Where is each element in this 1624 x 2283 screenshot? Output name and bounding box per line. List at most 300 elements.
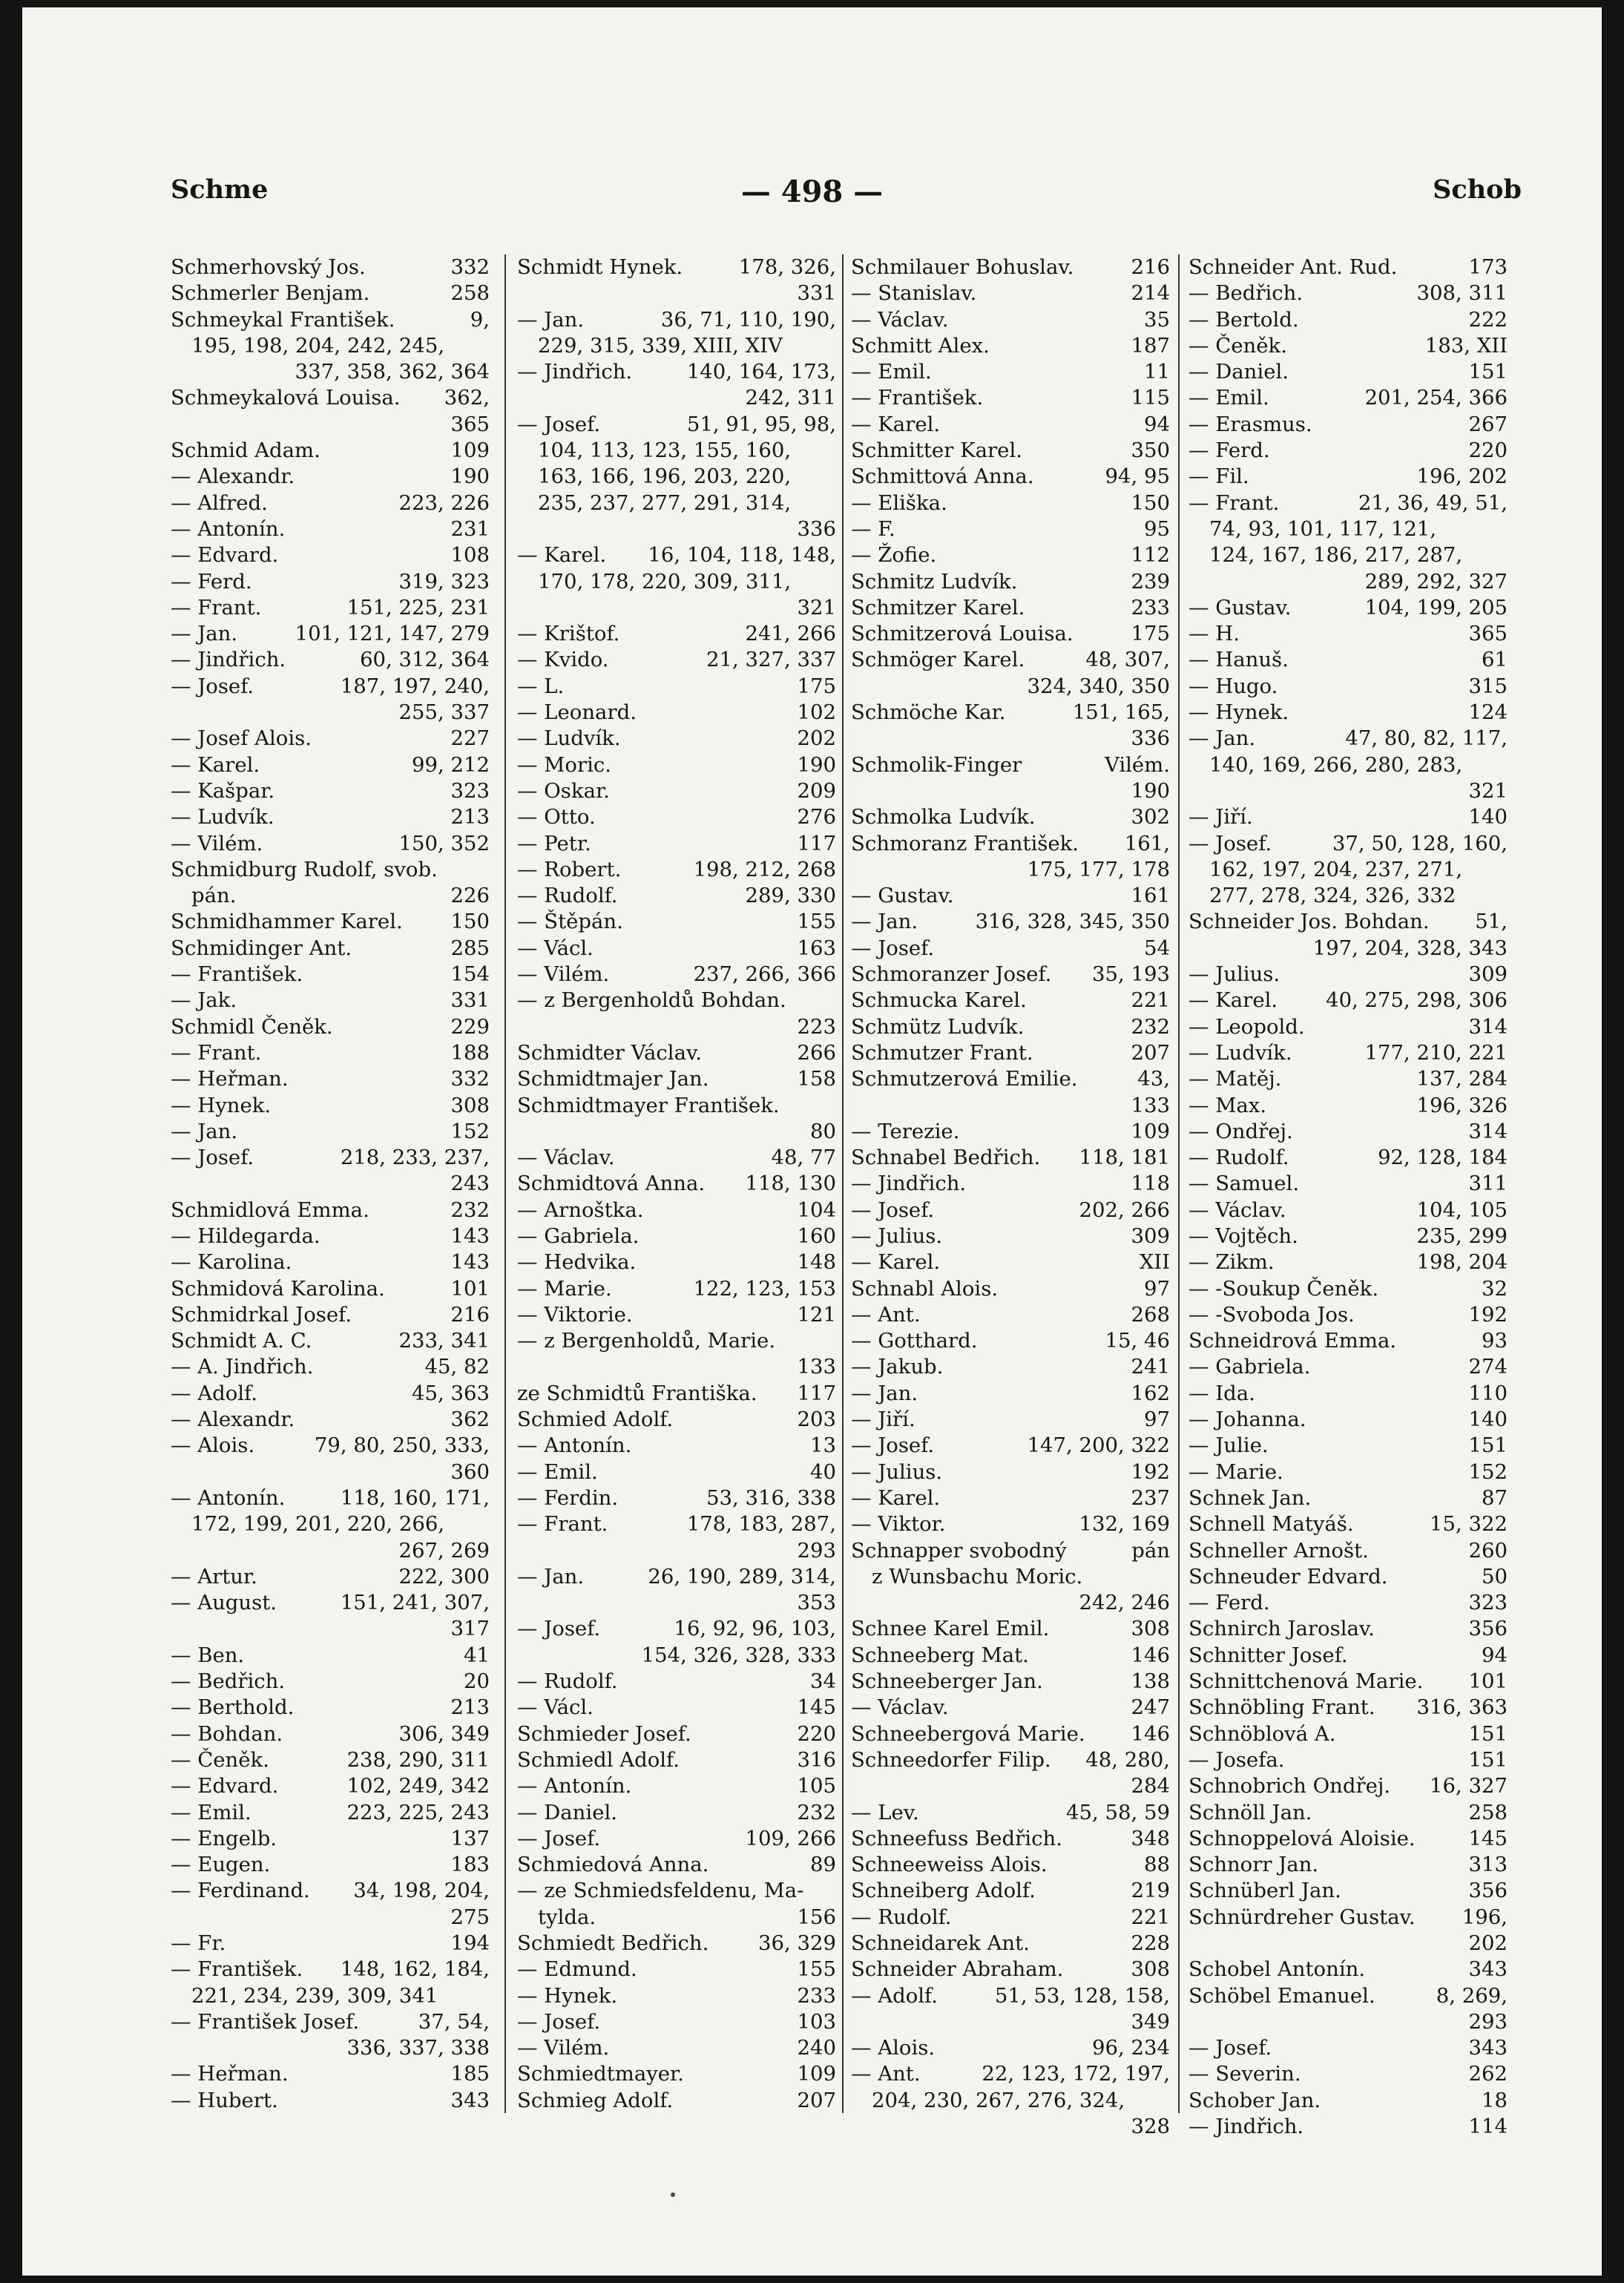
entry-pages: 37, 50, 128, 160, — [1332, 831, 1508, 855]
entry-name: — Edvard. — [171, 543, 279, 568]
index-entry — [851, 359, 1170, 385]
index-entry — [171, 2035, 490, 2061]
entry-pages: 284 — [1131, 1774, 1170, 1799]
entry-name: — Berthold. — [171, 1695, 295, 1720]
entry-pages: 95 — [1144, 516, 1170, 541]
entry-name: Schneidarek Ant. — [851, 1931, 1030, 1955]
index-entry — [851, 831, 1170, 857]
entry-name: Schneeberg Mat. — [851, 1643, 1029, 1667]
entry-pages: 8, 269, — [1436, 1983, 1508, 2008]
entry-name: — Josef. — [171, 674, 254, 698]
entry-pages: 308 — [450, 1093, 490, 1117]
index-entry — [1189, 1485, 1508, 1511]
index-entry — [517, 1328, 836, 1354]
entry-pages: 94, 95 — [1105, 464, 1170, 489]
entry-name: — Marie. — [517, 1276, 612, 1301]
entry-pages: 350 — [1131, 438, 1170, 463]
entry-pages: 48, 307, — [1085, 648, 1170, 672]
column-rule — [842, 254, 844, 2113]
index-entry — [171, 674, 490, 700]
index-entry — [851, 621, 1170, 647]
entry-name: — Ida. — [1189, 1381, 1255, 1405]
index-entry — [1189, 595, 1508, 621]
entry-name: — Jindřich. — [171, 648, 286, 672]
entry-pages: 258 — [1468, 1800, 1508, 1824]
entry-pages: 94 — [1482, 1643, 1508, 1667]
index-entry — [851, 1433, 1170, 1459]
entry-name: — Žofie. — [851, 543, 937, 568]
entry-name: — Fil. — [1189, 464, 1249, 489]
entry-pages: 87 — [1482, 1485, 1508, 1510]
index-entry — [1189, 988, 1508, 1014]
index-entry — [1189, 857, 1508, 883]
entry-pages: 213 — [450, 1695, 490, 1720]
index-entry — [517, 1171, 836, 1197]
index-entry — [517, 778, 836, 804]
entry-pages: 221 — [1131, 988, 1170, 1013]
index-entry — [851, 1800, 1170, 1826]
index-entry — [851, 674, 1170, 700]
entry-name: Schnöblová A. — [1189, 1721, 1336, 1746]
entry-pages: 232 — [797, 1800, 836, 1824]
entry-name: — Moric. — [517, 752, 612, 777]
entry-name: Schmöche Kar. — [851, 700, 1006, 725]
index-entry — [517, 1669, 836, 1695]
entry-pages: 26, 190, 289, 314, — [648, 1564, 836, 1589]
entry-name: — Stanislav. — [851, 281, 977, 306]
index-entry — [517, 1538, 836, 1564]
index-entry — [517, 1957, 836, 1983]
entry-name: Schmitz Ludvík. — [851, 569, 1018, 594]
entry-pages: 243 — [450, 1172, 490, 1196]
entry-name: — Eugen. — [171, 1853, 271, 1877]
entry-pages: 102, 249, 342 — [346, 1774, 490, 1799]
index-entry — [171, 542, 490, 568]
entry-pages: 118 — [1131, 1172, 1170, 1196]
index-entry — [851, 1773, 1170, 1799]
entry-pages: 231 — [450, 516, 490, 541]
entry-name: Schmolik-Finger — [851, 752, 1022, 777]
entry-pages: 80 — [810, 1119, 836, 1143]
entry-pages: 151, 241, 307, — [340, 1591, 490, 1615]
index-entry — [1189, 1276, 1508, 1302]
index-entry — [517, 2088, 836, 2114]
entry-pages: 143 — [450, 1223, 490, 1248]
entry-pages: 240 — [797, 2036, 836, 2060]
entry-pages: 255, 337 — [398, 700, 490, 725]
entry-name: — Ant. — [851, 1302, 921, 1327]
index-entry — [171, 909, 490, 935]
entry-name: — August. — [171, 1591, 277, 1615]
index-entry — [171, 1433, 490, 1459]
index-entry — [1189, 804, 1508, 830]
entry-pages: 198, 212, 268 — [693, 857, 836, 881]
index-entry — [851, 1957, 1170, 1983]
entry-name: — Severin. — [1189, 2062, 1301, 2086]
entry-pages: 110 — [1468, 1381, 1508, 1405]
entry-pages: 112 — [1131, 543, 1170, 568]
index-entry — [171, 1198, 490, 1223]
entry-name: — Josef. — [851, 936, 935, 960]
entry-pages: 332 — [450, 255, 490, 279]
entry-pages: pán — [1131, 1538, 1170, 1563]
entry-pages: 183, XII — [1424, 333, 1508, 358]
entry-pages: 233 — [797, 1983, 836, 2008]
index-entry — [517, 1905, 836, 1931]
entry-name: Schneeberger Jan. — [851, 1669, 1043, 1694]
entry-name: Schmitzerová Louisa. — [851, 622, 1074, 646]
entry-name: Schnürdreher Gustav. — [1189, 1905, 1416, 1929]
entry-name: — Josef Alois. — [171, 726, 312, 751]
entry-pages: 137 — [450, 1826, 490, 1850]
entry-name: — František. — [171, 962, 303, 987]
entry-pages: 53, 316, 338 — [706, 1485, 836, 1510]
entry-name: Schnobrich Ondřej. — [1189, 1774, 1391, 1799]
index-entry — [851, 2114, 1170, 2140]
index-entry — [517, 464, 836, 490]
entry-name: — Viktor. — [851, 1512, 946, 1537]
index-entry — [1189, 490, 1508, 516]
index-entry — [851, 1407, 1170, 1433]
entry-pages: 349 — [1131, 2009, 1170, 2034]
index-entry — [851, 516, 1170, 542]
index-entry — [1189, 1590, 1508, 1616]
index-entry — [517, 621, 836, 647]
entry-name: Schnek Jan. — [1189, 1485, 1312, 1510]
entry-pages: 362 — [450, 1407, 490, 1432]
entry-name: Schnapper svobodný — [851, 1538, 1067, 1563]
entry-name: Schmitt Alex. — [851, 333, 990, 358]
entry-pages: 343 — [1468, 1957, 1508, 1982]
entry-name: — Ferdinand. — [171, 1879, 310, 1903]
entry-pages: 40 — [810, 1459, 836, 1484]
index-entry — [851, 1905, 1170, 1931]
index-entry — [851, 1485, 1170, 1511]
entry-pages: 209 — [797, 778, 836, 803]
entry-name: — Antonín. — [517, 1774, 632, 1799]
index-entry — [517, 1249, 836, 1275]
index-entry — [851, 883, 1170, 909]
entry-pages: 175, 177, 178 — [1027, 857, 1170, 881]
index-entry — [1189, 1354, 1508, 1380]
entry-name: — Vilém. — [517, 2036, 610, 2060]
entry-pages: 196, 202 — [1416, 464, 1508, 489]
index-entry — [171, 1145, 490, 1171]
index-entry — [851, 2009, 1170, 2035]
entry-pages: 308 — [1131, 1957, 1170, 1982]
index-entry — [517, 831, 836, 857]
entry-name: — Frant. — [171, 595, 262, 620]
index-entry — [171, 1564, 490, 1590]
entry-name: — Emil. — [851, 360, 932, 384]
index-entry — [517, 1093, 836, 1119]
entry-pages: 161 — [1131, 884, 1170, 908]
entry-pages: 140 — [1468, 1407, 1508, 1432]
entry-pages: 178, 326, — [738, 255, 836, 279]
entry-name: Schmeykal František. — [171, 307, 395, 332]
index-entry — [517, 359, 836, 385]
entry-pages: 140, 164, 173, — [686, 360, 836, 384]
index-entry — [171, 333, 490, 359]
index-entry — [851, 1459, 1170, 1485]
entry-name: Schöbel Emanuel. — [1189, 1983, 1375, 2008]
index-entry — [171, 804, 490, 830]
entry-pages: 154 — [450, 962, 490, 987]
index-entry — [1189, 1773, 1508, 1799]
entry-name: Schmiedtmayer. — [517, 2062, 684, 2086]
entry-pages: 308 — [1131, 1617, 1170, 1641]
entry-name: Schmolka Ludvík. — [851, 805, 1036, 830]
entry-pages: 88 — [1144, 1853, 1170, 1877]
index-entry — [1189, 254, 1508, 280]
entry-name: — Julius. — [851, 1459, 943, 1484]
entry-name: — Gabriela. — [517, 1223, 640, 1248]
entry-pages: 155 — [797, 910, 836, 934]
entry-name: — Matěj. — [1189, 1067, 1282, 1091]
entry-pages: 267 — [1468, 412, 1508, 436]
entry-name: tylda. — [538, 1905, 596, 1929]
entry-name: — Jan. — [851, 910, 918, 934]
entry-pages: 150 — [1131, 490, 1170, 515]
entry-name: — Hugo. — [1189, 674, 1278, 698]
entry-name: Schmutzerová Emilie. — [851, 1067, 1078, 1091]
entry-pages: 219 — [1131, 1879, 1170, 1903]
index-entry — [171, 2061, 490, 2087]
entry-name: Schnabel Bedřich. — [851, 1146, 1041, 1170]
entry-name: — Emil. — [517, 1459, 598, 1484]
entry-name: — Ant. — [851, 2062, 921, 2086]
index-entry — [517, 1616, 836, 1642]
entry-name: — Hedvika. — [517, 1250, 637, 1275]
index-entry — [171, 1852, 490, 1878]
entry-pages: 152 — [450, 1119, 490, 1143]
entry-pages: 203 — [797, 1407, 836, 1432]
index-entry — [171, 490, 490, 516]
entry-pages: 104 — [797, 1198, 836, 1222]
entry-name: — Kašpar. — [171, 778, 275, 803]
index-entry — [1189, 542, 1508, 568]
entry-pages: 9, — [470, 307, 490, 332]
index-entry — [851, 1328, 1170, 1354]
entry-pages: 147, 200, 322 — [1027, 1433, 1170, 1458]
entry-name: — Viktorie. — [517, 1302, 633, 1327]
entry-name: 163, 166, 196, 203, 220, — [538, 464, 792, 489]
entry-pages: 158 — [797, 1067, 836, 1091]
entry-name: — Leopold. — [1189, 1014, 1305, 1039]
entry-name: — Hynek. — [1189, 700, 1289, 725]
entry-pages: 317 — [450, 1617, 490, 1641]
entry-pages: 132, 169 — [1079, 1512, 1170, 1537]
entry-name: — Daniel. — [1189, 360, 1289, 384]
entry-pages: 315 — [1468, 674, 1508, 698]
entry-name: — Václav. — [517, 1146, 615, 1170]
entry-name: — Julius. — [1189, 962, 1281, 987]
entry-name: Schmerler Benjam. — [171, 281, 370, 306]
entry-pages: 289, 330 — [745, 884, 836, 908]
entry-pages: 22, 123, 172, 197, — [982, 2062, 1170, 2086]
entry-pages: 109 — [1131, 1119, 1170, 1143]
entry-pages: 267, 269 — [398, 1538, 490, 1563]
entry-pages: 328 — [1131, 2115, 1170, 2139]
entry-pages: 21, 327, 337 — [706, 648, 836, 672]
entry-pages: 93 — [1482, 1329, 1508, 1353]
entry-pages: 140 — [1468, 805, 1508, 830]
entry-pages: 260 — [1468, 1538, 1508, 1563]
entry-name: — František Josef. — [171, 2009, 360, 2034]
entry-pages: 316 — [797, 1747, 836, 1772]
entry-name: Schmittová Anna. — [851, 464, 1034, 489]
index-entry — [1189, 2035, 1508, 2061]
index-entry — [517, 2061, 836, 2087]
index-entry — [517, 1485, 836, 1511]
index-entry — [851, 542, 1170, 568]
index-column-3 — [851, 254, 1170, 2140]
entry-name: — Terezie. — [851, 1119, 960, 1143]
index-entry — [171, 621, 490, 647]
entry-pages: 289, 292, 327 — [1364, 569, 1508, 594]
entry-pages: 362, — [444, 386, 490, 410]
index-entry — [171, 752, 490, 778]
entry-name: — Josef. — [1189, 831, 1272, 855]
entry-pages: 13 — [810, 1433, 836, 1458]
entry-pages: 274 — [1468, 1355, 1508, 1379]
entry-name: — Josef. — [1189, 2036, 1272, 2060]
entry-pages: 233, 341 — [398, 1329, 490, 1353]
entry-pages: 183 — [450, 1853, 490, 1877]
index-entry — [1189, 1145, 1508, 1171]
entry-name: z Wunsbachu Moric. — [872, 1564, 1083, 1589]
entry-name: — Josefa. — [1189, 1747, 1285, 1772]
index-entry — [171, 254, 490, 280]
entry-name: Schnirch Jaroslav. — [1189, 1617, 1375, 1641]
entry-pages: 118, 130 — [745, 1172, 836, 1196]
entry-pages: 237 — [1131, 1485, 1170, 1510]
entry-name: — Edmund. — [517, 1957, 637, 1982]
entry-pages: 54 — [1144, 936, 1170, 960]
entry-name: — Ondřej. — [1189, 1119, 1293, 1143]
index-entry — [1189, 1983, 1508, 2009]
entry-pages: 175 — [797, 674, 836, 698]
index-entry — [851, 1695, 1170, 1721]
entry-name: — Josef. — [171, 1146, 254, 1170]
entry-pages: 323 — [450, 778, 490, 803]
entry-pages: 356 — [1468, 1879, 1508, 1903]
entry-pages: 173 — [1468, 255, 1508, 279]
index-entry — [851, 280, 1170, 306]
entry-name: — Karel. — [517, 543, 607, 568]
entry-pages: 185 — [450, 2062, 490, 2086]
entry-pages: 114 — [1468, 2115, 1508, 2139]
index-entry — [1189, 1852, 1508, 1878]
index-entry — [171, 726, 490, 752]
entry-name: — Lev. — [851, 1800, 919, 1824]
entry-name: Schnorr Jan. — [1189, 1853, 1319, 1877]
entry-name: — Antonín. — [171, 516, 286, 541]
index-entry — [1189, 1249, 1508, 1275]
entry-name: — Ludvík. — [171, 805, 274, 830]
entry-name: Schober Jan. — [1189, 2088, 1321, 2112]
index-entry — [517, 333, 836, 359]
index-entry — [851, 464, 1170, 490]
entry-pages: 241 — [1131, 1355, 1170, 1379]
entry-pages: 104, 199, 205 — [1364, 595, 1508, 620]
entry-pages: 324, 340, 350 — [1027, 674, 1170, 698]
index-entry — [1189, 883, 1508, 909]
entry-name: 195, 198, 204, 242, 245, — [191, 333, 445, 358]
entry-name: — Krištof. — [517, 622, 620, 646]
index-entry — [851, 962, 1170, 988]
index-entry — [517, 674, 836, 700]
index-entry — [517, 1826, 836, 1852]
index-entry — [517, 2035, 836, 2061]
entry-pages: 187, 197, 240, — [340, 674, 490, 698]
entry-pages: 202, 266 — [1079, 1198, 1170, 1222]
entry-pages: 45, 363 — [412, 1381, 490, 1405]
entry-name: — Ludvík. — [517, 726, 621, 751]
entry-name: Schnöbling Frant. — [1189, 1695, 1375, 1720]
index-entry — [171, 1721, 490, 1747]
index-entry — [1189, 1093, 1508, 1119]
entry-name: Schmeykalová Louisa. — [171, 386, 401, 410]
entry-pages: 331 — [450, 988, 490, 1013]
index-entry — [1189, 1721, 1508, 1747]
index-entry — [1189, 1564, 1508, 1590]
entry-name: — Vilém. — [171, 831, 263, 855]
entry-pages: 11 — [1144, 360, 1170, 384]
index-entry — [517, 700, 836, 726]
entry-pages: 201, 254, 366 — [1364, 386, 1508, 410]
entry-name: — H. — [1189, 622, 1240, 646]
index-entry — [171, 1354, 490, 1380]
entry-name: Schmidburg Rudolf, svob. — [171, 857, 438, 881]
entry-pages: 145 — [1468, 1826, 1508, 1850]
entry-pages: 109, 266 — [745, 1826, 836, 1850]
index-entry — [851, 1511, 1170, 1537]
entry-pages: 214 — [1131, 281, 1170, 306]
entry-name: Schmidl Čeněk. — [171, 1014, 333, 1039]
entry-name: — Vilém. — [517, 962, 610, 987]
entry-name: — Bohdan. — [171, 1721, 283, 1746]
entry-name: 235, 237, 277, 291, 314, — [538, 490, 792, 515]
entry-pages: 306, 349 — [398, 1721, 490, 1746]
index-entry — [517, 804, 836, 830]
index-entry — [517, 752, 836, 778]
entry-name: 140, 169, 266, 280, 283, — [1209, 752, 1463, 777]
index-entry — [171, 464, 490, 490]
index-entry — [171, 1459, 490, 1485]
entry-name: — Eliška. — [851, 490, 947, 515]
index-entry — [517, 490, 836, 516]
entry-pages: 258 — [450, 281, 490, 306]
entry-name: — Alois. — [171, 1433, 255, 1458]
index-entry — [517, 1119, 836, 1145]
index-entry — [1189, 2088, 1508, 2114]
index-entry — [851, 1616, 1170, 1642]
index-entry — [517, 254, 836, 280]
index-entry — [1189, 1198, 1508, 1223]
entry-name: — Emil. — [171, 1800, 252, 1824]
index-entry — [171, 2088, 490, 2114]
index-entry — [171, 2009, 490, 2035]
entry-pages: 285 — [450, 936, 490, 960]
index-entry — [171, 1773, 490, 1799]
entry-pages: 309 — [1131, 1223, 1170, 1248]
index-entry — [171, 700, 490, 726]
entry-name: Schmidhammer Karel. — [171, 910, 403, 934]
index-entry — [1189, 1931, 1508, 1957]
entry-name: — František. — [851, 386, 984, 410]
index-entry — [171, 857, 490, 883]
